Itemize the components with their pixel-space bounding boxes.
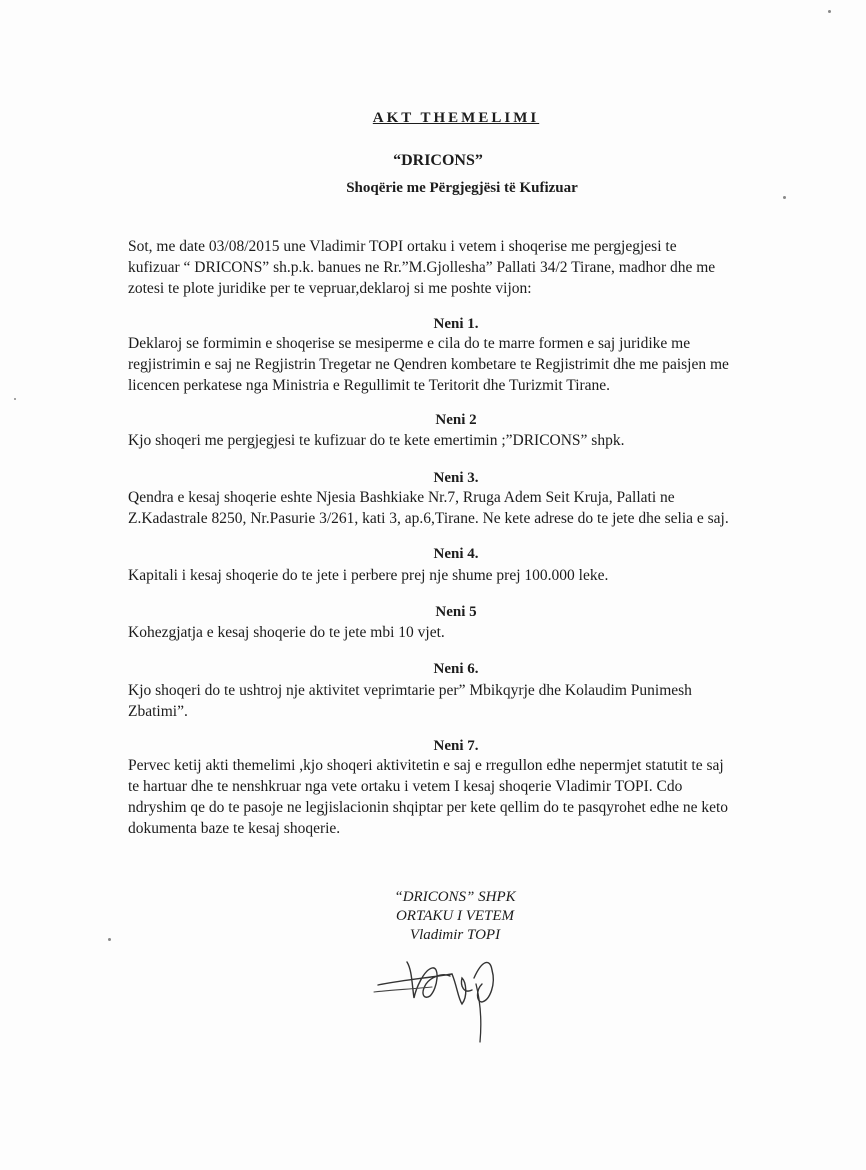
article-line: Kapitali i kesaj shoqerie do te jete i perbere prej nje shume prej 100.000 leke.: [128, 567, 609, 584]
signature-name: Vladimir TOPI: [409, 927, 501, 943]
article-line: Pervec ketij akti themelimi ,kjo shoqeri aktivitetin e saj e rregullon edhe nepermjet statutit te saj: [128, 757, 724, 774]
article-7-heading: Neni 7.: [433, 738, 479, 754]
article-line: Kjo shoqeri do te ushtroj nje aktivitet veprimtarie per” Mbikqyrje dhe Kolaudim Punimesh: [128, 682, 692, 699]
handwritten-signature: [372, 940, 522, 1050]
scan-speck: [828, 10, 831, 13]
article-7-body: [128, 755, 788, 839]
company-name: “DRICONS”: [393, 152, 483, 169]
intro-line: kufizuar “ DRICONS” sh.p.k. banues ne Rr.”M.Gjollesha” Pallati 34/2 Tirane, madhor dhe me: [128, 259, 716, 276]
intro-line: zotesi te plote juridike per te vepruar,deklaroj si me poshte vijon:: [128, 280, 532, 297]
article-line: Z.Kadastrale 8250, Nr.Pasurie 3/261, kati 3, ap.6,Tirane. Ne kete adrese do te jete dhe selia e saj.: [128, 510, 729, 527]
signature-block: [380, 888, 530, 945]
article-1-heading: Neni 1.: [433, 316, 479, 332]
article-4-body: [128, 565, 788, 586]
article-1-body: [128, 333, 788, 396]
article-line: Zbatimi”.: [128, 703, 188, 720]
article-line: Deklaroj se formimin e shoqerise se mesiperme e cila do te marre formen e saj juridike me: [128, 335, 691, 352]
article-2-heading: Neni 2: [435, 412, 477, 428]
scan-speck: [14, 398, 16, 400]
article-5-body: [128, 622, 788, 643]
article-line: ndryshim qe do te pasoje ne legjislacionin shqiptar per kete qellim do te pasqyrohet edhe ne keto: [128, 799, 729, 816]
article-line: licencen perkatese nga Ministria e Regullimit te Teritorit dhe Turizmit Tirane.: [128, 377, 611, 394]
article-line: Kjo shoqeri me pergjegjesi te kufizuar do te kete emertimin ;”DRICONS” shpk.: [128, 432, 625, 449]
scan-speck: [783, 196, 786, 199]
article-line: Qendra e kesaj shoqerie eshte Njesia Bashkiake Nr.7, Rruga Adem Seit Kruja, Pallati ne: [128, 489, 675, 506]
article-3-body: [128, 487, 788, 529]
company-subtitle: Shoqërie me Përgjegjësi të Kufizuar: [346, 180, 578, 196]
article-line: te hartuar dhe te nenshkruar nga vete ortaku i vetem I kesaj shoqerie Vladimir TOPI. Cdo: [128, 778, 683, 795]
intro-paragraph: [128, 236, 788, 299]
signature-company: “DRICONS” SHPK: [394, 889, 516, 905]
article-6-heading: Neni 6.: [433, 661, 479, 677]
document-title: AKT THEMELIMI: [372, 110, 540, 126]
intro-line: Sot, me date 03/08/2015 une Vladimir TOPI ortaku i vetem i shoqerise me pergjegjesi te: [128, 238, 677, 255]
article-4-heading: Neni 4.: [433, 546, 479, 562]
signature-role: ORTAKU I VETEM: [395, 908, 515, 924]
article-line: dokumenta baze te kesaj shoqerie.: [128, 820, 341, 837]
article-2-body: [128, 430, 788, 451]
article-line: regjistrimin e saj ne Regjistrin Tregetar ne Qendren kombetare te Regjistrimit dhe me paisjen me: [128, 356, 729, 373]
article-6-body: [128, 680, 788, 722]
scan-speck: [108, 938, 111, 941]
article-5-heading: Neni 5: [435, 604, 477, 620]
article-3-heading: Neni 3.: [433, 470, 479, 486]
article-line: Kohezgjatja e kesaj shoqerie do te jete mbi 10 vjet.: [128, 624, 445, 641]
